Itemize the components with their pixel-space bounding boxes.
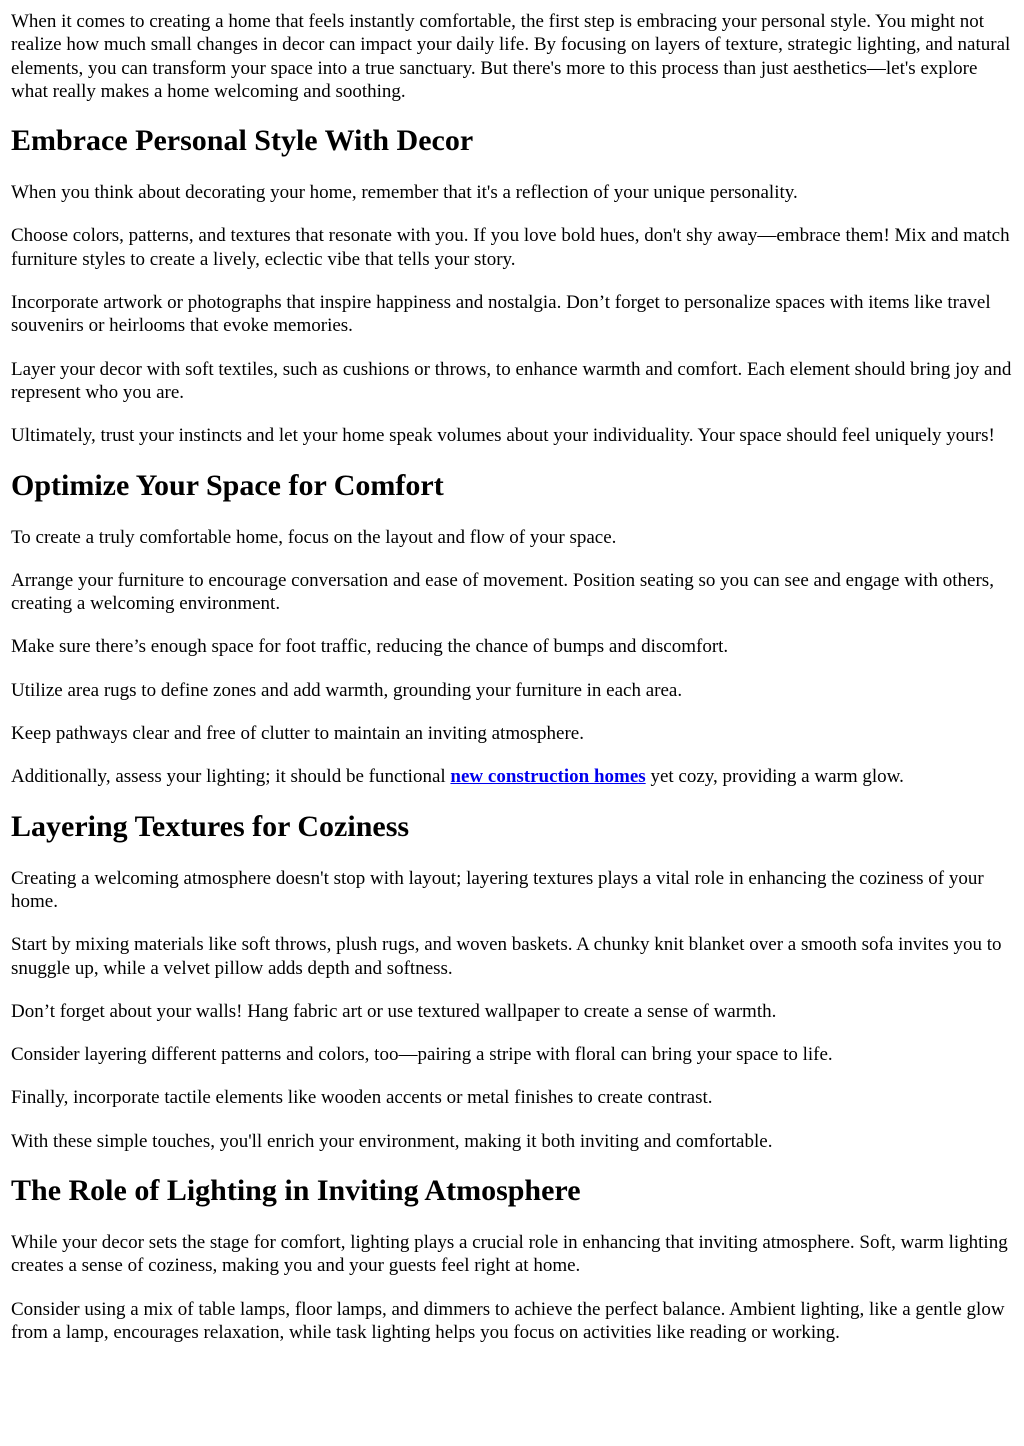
paragraph: When you think about decorating your home, remember that it's a reflection of your unique personality.: [11, 182, 798, 204]
section-heading-lighting: The Role of Lighting in Inviting Atmosphere: [11, 1174, 581, 1208]
paragraph: Finally, incorporate tactile elements like wooden accents or metal finishes to create contrast.: [11, 1087, 713, 1109]
paragraph: Creating a welcoming atmosphere doesn't stop with layout; layering textures plays a vital role in enhancing the coziness of your home.: [11, 867, 984, 912]
paragraph: Consider using a mix of table lamps, floor lamps, and dimmers to achieve the perfect balance. Ambient lighting, like a gentle glow from a lamp, encourages relaxation, while task lighting helps you focus on activities like reading or working.: [11, 1298, 1005, 1343]
section-heading-optimize-space: Optimize Your Space for Comfort: [11, 468, 444, 502]
paragraph: Layer your decor with soft textiles, such as cushions or throws, to enhance warmth and comfort. Each element should bring joy and represent who you are.: [11, 358, 1012, 403]
link-paragraph-after: yet cozy, providing a warm glow.: [645, 766, 904, 788]
paragraph: Choose colors, patterns, and textures that resonate with you. If you love bold hues, don't shy away—embrace them! Mix and match furniture styles to create a lively, eclectic vibe that tells your story.: [11, 225, 1010, 270]
paragraph: Keep pathways clear and free of clutter to maintain an inviting atmosphere.: [11, 723, 584, 745]
paragraph: Don’t forget about your walls! Hang fabric art or use textured wallpaper to create a sense of warmth.: [11, 1000, 777, 1022]
paragraph: While your decor sets the stage for comfort, lighting plays a crucial role in enhancing that inviting atmosphere. Soft, warm lighting creates a sense of coziness, making you and your guests feel right at home.: [11, 1232, 1008, 1277]
paragraph: Start by mixing materials like soft throws, plush rugs, and woven baskets. A chunky knit blanket over a smooth sofa invites you to snuggle up, while a velvet pillow adds depth and softness.: [11, 934, 1002, 979]
new-construction-homes-link[interactable]: new construction homes: [450, 766, 646, 788]
paragraph: Utilize area rugs to define zones and add warmth, grounding your furniture in each area.: [11, 679, 683, 701]
section-heading-personal-style: Embrace Personal Style With Decor: [11, 124, 474, 158]
paragraph: To create a truly comfortable home, focus on the layout and flow of your space.: [11, 526, 617, 548]
paragraph: Incorporate artwork or photographs that inspire happiness and nostalgia. Don’t forget to personalize spaces with items like travel souvenirs or heirlooms that evoke memories.: [11, 292, 991, 337]
paragraph: Ultimately, trust your instincts and let your home speak volumes about your individuality. Your space should feel uniquely yours!: [11, 425, 995, 447]
paragraph: Arrange your furniture to encourage conversation and ease of movement. Position seating so you can see and engage with others, creating a welcoming environment.: [11, 569, 994, 615]
paragraph: With these simple touches, you'll enrich your environment, making it both inviting and comfortable.: [11, 1130, 773, 1152]
section-heading-layering-textures: Layering Textures for Coziness: [11, 809, 410, 843]
link-paragraph: [11, 765, 1013, 788]
paragraph: Consider layering different patterns and colors, too—pairing a stripe with floral can bring your space to life.: [11, 1044, 833, 1066]
intro-paragraph: When it comes to creating a home that feels instantly comfortable, the first step is embracing your personal style. You might not realize how much small changes in decor can impact your daily life. By focusing on layers of texture, strategic lighting, and natural elements, you can transform your space into a true sanctuary. But there's more to this process than just aesthetics—let's explore what really makes a home welcoming and soothing.: [11, 11, 1011, 102]
link-paragraph-before: Additionally, assess your lighting; it should be functional: [11, 766, 451, 788]
paragraph: Make sure there’s enough space for foot traffic, reducing the chance of bumps and discomfort.: [11, 636, 729, 658]
